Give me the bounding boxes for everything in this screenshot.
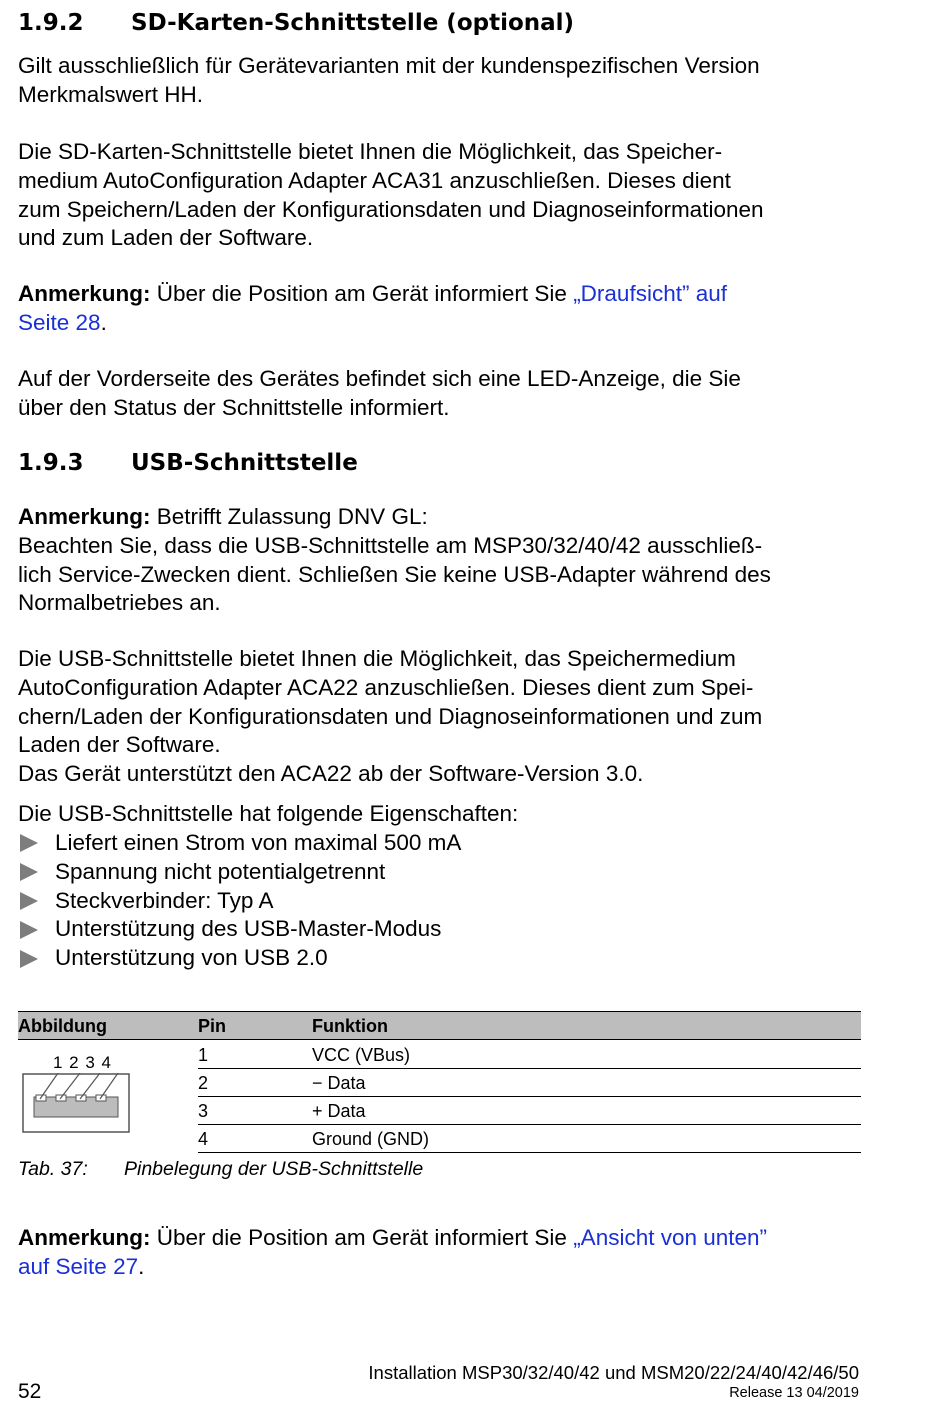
note-dnv-gl — [18, 503, 868, 618]
list-item — [18, 915, 461, 944]
section-number: 1.9.3 — [18, 450, 84, 476]
note-label: Anmerkung: — [18, 281, 151, 306]
text-line: Die USB-Schnittstelle hat folgende Eigenschaften: — [18, 801, 519, 826]
text-line: Die USB-Schnittstelle bietet Ihnen die Möglichkeit, das Speichermedium — [18, 646, 736, 671]
properties-intro — [18, 800, 868, 829]
link-ansicht-von-unten[interactable]: „Ansicht von unten” — [573, 1225, 768, 1250]
list-item — [18, 887, 461, 916]
page-number: 52 — [18, 1380, 42, 1403]
pin-assignment-table — [18, 1011, 861, 1149]
cell-funktion: VCC (VBus) — [312, 1045, 411, 1065]
note-position-usb — [18, 1224, 868, 1282]
section-title: SD-Karten-Schnittstelle (optional) — [131, 10, 575, 36]
paragraph-led — [18, 365, 868, 423]
paragraph-sd-interface — [18, 138, 868, 253]
note-label: Anmerkung: — [18, 1225, 151, 1250]
note-label: Anmerkung: — [18, 504, 151, 529]
caption-text: Pinbelegung der USB-Schnittstelle — [124, 1158, 424, 1180]
table-row — [198, 1041, 861, 1069]
table-header — [18, 1011, 861, 1040]
section-title: USB-Schnittstelle — [131, 450, 358, 476]
link-seite-28[interactable]: Seite 28 — [18, 309, 101, 335]
note-text: Über die Position am Gerät informiert Sie — [150, 1225, 574, 1250]
table-row — [198, 1125, 861, 1153]
table-caption — [18, 1158, 423, 1181]
list-item-text: Steckverbinder: Typ A — [55, 887, 274, 913]
section-heading-1-9-2 — [18, 10, 574, 36]
cell-funktion: Ground (GND) — [312, 1129, 430, 1149]
list-item-text: Spannung nicht potentialgetrennt — [55, 858, 386, 884]
table-row — [198, 1069, 861, 1097]
usb-a-socket-icon — [22, 1073, 142, 1153]
caption-label: Tab. 37: — [18, 1158, 88, 1180]
text-line: Die SD-Karten-Schnittstelle bietet Ihnen die Möglichkeit, das Speicher- — [18, 139, 723, 164]
table-row — [198, 1097, 861, 1125]
note-text: Über die Position am Gerät informiert Sie — [150, 281, 574, 306]
text-line: über den Status der Schnittstelle informiert. — [18, 394, 450, 420]
cell-funktion: + Data — [312, 1101, 366, 1121]
triangle-bullet-icon — [20, 863, 38, 881]
text-line: chern/Laden der Konfigurationsdaten und Diagnoseinformationen und zum — [18, 703, 763, 729]
text-line: Gilt ausschließlich für Gerätevarianten mit der kundenspezifischen Version — [18, 53, 760, 78]
paragraph-variant-note — [18, 52, 868, 110]
section-heading-1-9-3 — [18, 450, 358, 476]
footer-release: Release 13 04/2019 — [729, 1385, 859, 1401]
cell-funktion: − Data — [312, 1073, 366, 1093]
cell-pin: 2 — [198, 1073, 209, 1093]
triangle-bullet-icon — [20, 834, 38, 852]
section-number: 1.9.2 — [18, 10, 84, 36]
cell-pin: 3 — [198, 1101, 209, 1121]
link-draufsicht[interactable]: „Draufsicht” auf — [573, 281, 727, 306]
text-line: Merkmalswert HH. — [18, 81, 204, 107]
note-position-sd — [18, 280, 868, 338]
link-seite-27[interactable]: auf Seite 27 — [18, 1253, 139, 1279]
text-line: Laden der Software. — [18, 732, 221, 758]
cell-pin: 1 — [198, 1045, 209, 1065]
text-line: Auf der Vorderseite des Gerätes befindet sich eine LED-Anzeige, die Sie — [18, 366, 741, 391]
triangle-bullet-icon — [20, 892, 38, 910]
footer-title: Installation MSP30/32/40/42 und MSM20/22/24/40/42/46/50 — [368, 1362, 859, 1383]
note-text: Betrifft Zulassung DNV GL: — [150, 504, 428, 529]
text-line: zum Speichern/Laden der Konfigurationsdaten und Diagnoseinformationen — [18, 196, 764, 222]
list-item — [18, 858, 461, 887]
properties-list — [18, 829, 461, 973]
note-end: . — [100, 309, 107, 335]
header-pin: Pin — [198, 1016, 227, 1036]
text-line: und zum Laden der Software. — [18, 225, 314, 251]
triangle-bullet-icon — [20, 950, 38, 968]
pin-numbers-label: 1 2 3 4 — [53, 1053, 111, 1072]
text-line: Das Gerät unterstützt den ACA22 ab der Software-Version 3.0. — [18, 761, 644, 787]
list-item-text: Unterstützung von USB 2.0 — [55, 945, 328, 971]
text-line: lich Service-Zwecken dient. Schließen Sie keine USB-Adapter während des — [18, 561, 771, 587]
text-line: AutoConfiguration Adapter ACA22 anzuschließen. Dieses dient zum Spei- — [18, 674, 754, 700]
usb-connector-figure — [18, 1041, 198, 1153]
text-line: Normalbetriebes an. — [18, 590, 221, 616]
triangle-bullet-icon — [20, 921, 38, 939]
table-body — [198, 1041, 861, 1153]
text-line: Beachten Sie, dass die USB-Schnittstelle am MSP30/32/40/42 ausschließ- — [18, 532, 763, 558]
paragraph-usb-interface — [18, 645, 868, 789]
list-item-text: Unterstützung des USB-Master-Modus — [55, 916, 442, 942]
list-item-text: Liefert einen Strom von maximal 500 mA — [55, 830, 462, 855]
text-line: medium AutoConfiguration Adapter ACA31 anzuschließen. Dieses dient — [18, 167, 731, 193]
cell-pin: 4 — [198, 1129, 209, 1149]
header-funktion: Funktion — [312, 1016, 388, 1036]
list-item — [18, 829, 461, 858]
note-end: . — [138, 1253, 145, 1279]
header-abbildung: Abbildung — [18, 1016, 107, 1036]
list-item — [18, 944, 461, 973]
